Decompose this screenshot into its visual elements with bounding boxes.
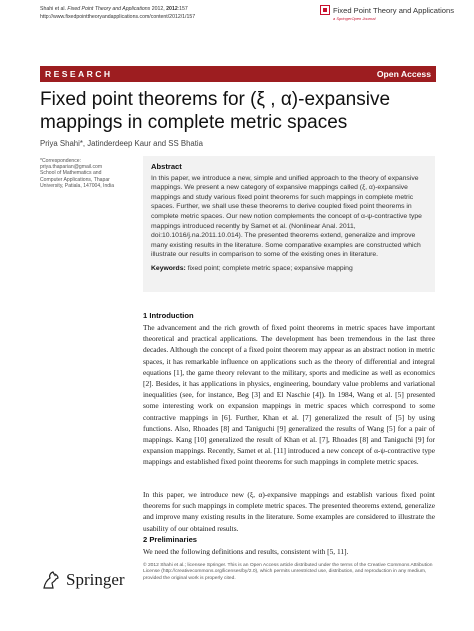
abstract-heading: Abstract	[151, 162, 182, 171]
correspondence-affiliation-3: University, Patiala, 147004, India	[40, 182, 115, 189]
article-title	[40, 88, 440, 134]
correspondence-affiliation-1: School of Mathematics and	[40, 170, 102, 177]
citation-year: 2012,	[151, 6, 165, 12]
springer-wordmark: Springer	[66, 570, 125, 589]
title-line-2: mappings in complete metric spaces	[40, 112, 348, 133]
springer-horse-icon	[40, 569, 62, 591]
keywords-label: Keywords:	[151, 264, 186, 272]
keywords	[151, 264, 427, 274]
citation-volume: 2012	[166, 6, 178, 12]
keywords-list: fixed point; complete metric space; expansive mapping	[187, 264, 353, 272]
article-url[interactable]: http://www.fixedpointtheoryandapplications.com/content/2012/1/157	[40, 13, 196, 20]
abstract-text: In this paper, we introduce a new, simple and unified approach to the theory of expansive mappings. We present a new category of expansive mappings called (ξ, α)-expansive mappings and study various fixed point theorems for such mappings in complete metric spaces. Further, we shall use these theorems to derive coupled fixed point theorems in complete metric spaces. Our new notion complements the concept of α-ψ-contractive type mappings introduced recently by Samet et al. (Nonlinear Anal. 2011, doi:10.1016/j.na.2011.10.014). The presented theorems extend, generalize and improve many existing results in the literature. Some comparative examples are constructed which illustrate our results in comparison to some of the existing ones in literature.	[151, 174, 422, 259]
journal-subtitle: a SpringerOpen Journal	[332, 16, 376, 21]
article-type-banner	[40, 66, 436, 82]
citation-header	[40, 6, 195, 21]
introduction-paragraph-1: The advancement and the rich growth of fixed point theorems in metric spaces have important theoretical and practical applications. The development has been tremendous in the last three decades. Although the concept of a fixed point theorem may appear as an abstract notion in metric spaces, it has remarkable influence on applications such as the theory of differential and integral equations [1], the game theory relevant to the military, sports and medicine as well as economics [2]. Besides, it has applications in physics, engineering, boundary value problems and variational inequalities (see, for instance, Beg [3] and El Naschie [4]). In 1984, Wang et al. [5] presented some interesting work on expansion mappings in metric spaces which correspond to some contractive mappings in [6]. Further, Khan et al. [7] generalized the result of [5] by using functions. Also, Rhoades [8] and Taniguchi [9] generalized the results of Wang [5] for a pair of mappings. Kang [10] generalized the result of Khan et al. [7], Rhoades [8] and Taniguchi [9] for expansion mappings. Recently, Samet et al. [11] introduced a new concept of α-ψ-contractive type mappings and established fixed point theorems for such mappings in complete metric spaces.	[143, 323, 435, 467]
journal-name: Fixed Point Theory and Applications	[332, 5, 454, 15]
springer-logo	[40, 569, 125, 591]
citation-article: :157	[177, 6, 188, 12]
title-line-1: Fixed point theorems for (ξ , α)-expansive	[40, 89, 391, 110]
citation-authors: Shahi et al.	[40, 6, 66, 12]
preliminaries-paragraph: We need the following definitions and results, consistent with [5, 11].	[143, 547, 349, 556]
license-notice: © 2012 Shahi et al.; licensee Springer. This is an Open Access article distributed under the terms of the Creative Commons Attribution License (http://creativecommons.org/licenses/by/2.0), which permits unrestricted use, distribution, and reproduction in any medium, provided the original work is properly cited.	[143, 563, 433, 581]
banner-research-label: RESEARCH	[45, 69, 113, 79]
citation-journal: Fixed Point Theory and Applications	[67, 6, 151, 12]
abstract-box	[143, 156, 435, 292]
correspondence-affiliation-2: Computer Applications, Thapar	[40, 176, 110, 183]
correspondence-note	[40, 158, 136, 189]
correspondence-label: *Correspondence:	[40, 158, 82, 164]
introduction-paragraph-2: In this paper, we introduce new (ξ, α)-expansive mappings and establish various fixed point theorems for such mappings in complete metric spaces. The presented theorems extend, generalize and improve many existing results in the literature. Some examples are considered to illustrate the usability of our obtained results.	[143, 490, 435, 533]
journal-mark-icon	[320, 5, 330, 15]
section-heading-introduction: 1 Introduction	[143, 311, 194, 320]
journal-logo	[320, 5, 454, 21]
section-heading-preliminaries: 2 Preliminaries	[143, 535, 198, 544]
author-list: Priya Shahi*, Jatinderdeep Kaur and SS Bhatia	[40, 139, 203, 148]
banner-open-access-label: Open Access	[376, 69, 431, 79]
correspondence-email[interactable]: priya.thaparian@gmail.com	[40, 164, 103, 171]
